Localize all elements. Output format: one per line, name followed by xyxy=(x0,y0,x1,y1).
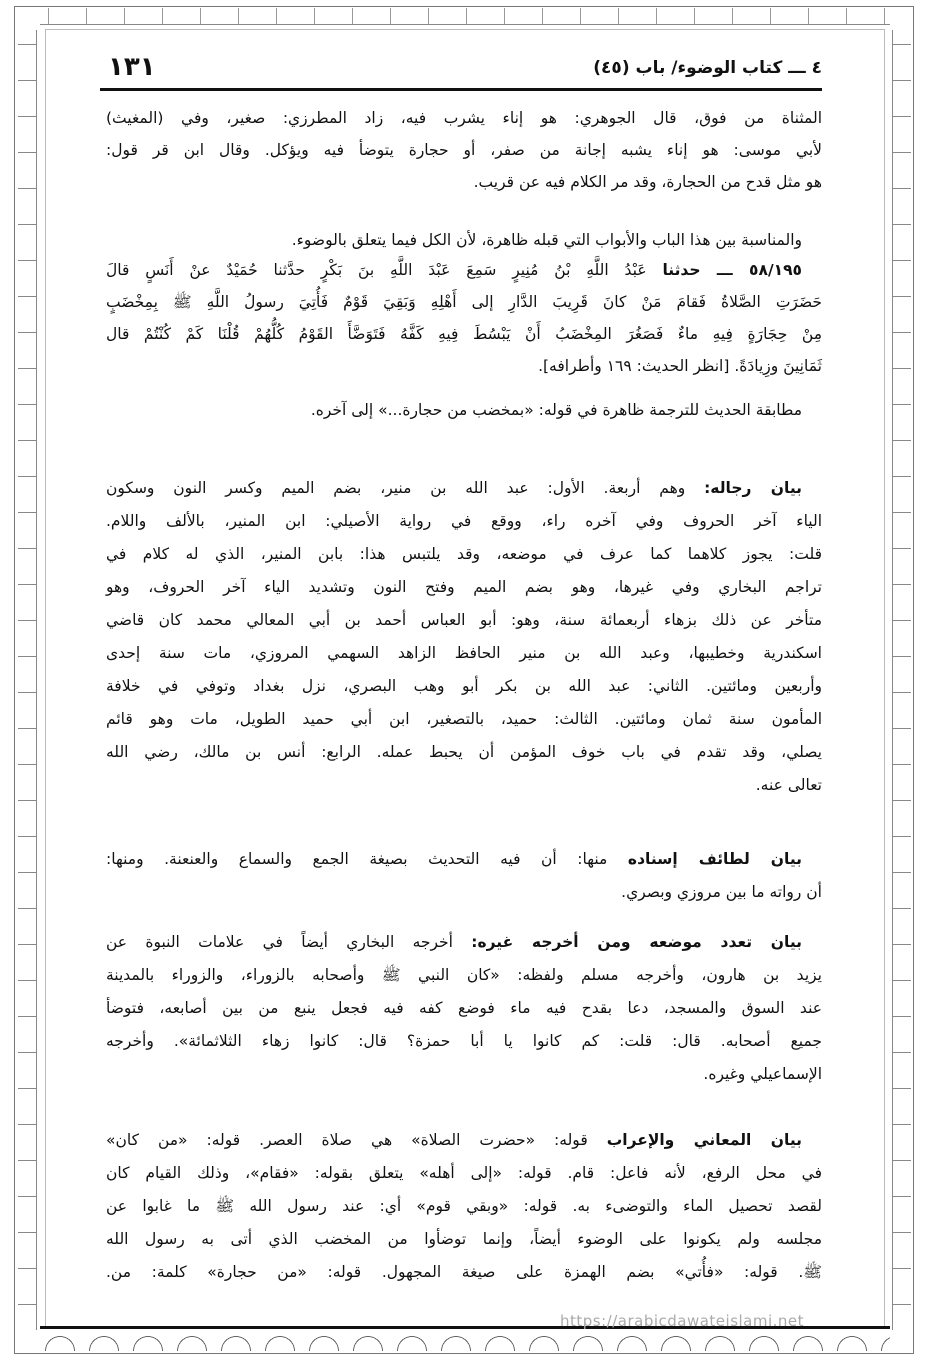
line-text: الياء آخر الحروف وفي آخره راء، ووقع في رواية الأصيلي: ابن المنير، بالألف واللام. xyxy=(106,512,822,530)
line-text: هو مثل قدح من الحجارة، وقد مر الكلام فيه عن قريب. xyxy=(473,173,822,191)
line-text: والمناسبة بين هذا الباب والأبواب التي قبله ظاهرة، لأن الكل فيما يتعلق بالوضوء. xyxy=(291,231,802,249)
text-line xyxy=(106,773,822,797)
text-line xyxy=(106,880,822,904)
text-line xyxy=(106,608,822,632)
text-line xyxy=(106,509,822,533)
text-line xyxy=(106,1227,822,1251)
text-line xyxy=(106,641,822,665)
text-line xyxy=(106,707,822,731)
line-text: تراجم البخاري وفي غيرها، وهو بضم الميم وفتح النون وتشديد الياء آخر الحروف، وهو xyxy=(106,578,822,596)
left-ornament-border xyxy=(18,30,37,1330)
text-line xyxy=(106,106,822,130)
text-line xyxy=(106,930,822,954)
text-line xyxy=(106,354,822,378)
line-text: وهم أربعة. الأول: عبد الله بن منير، بضم الميم وكسر النون وسكون xyxy=(106,479,705,497)
line-text: المأمون سنة ثمان ومائتين. الثالث: حميد، بالتصغير، ابن أبي حميد الطويل، مات وهو قائم xyxy=(106,710,822,728)
text-line xyxy=(106,963,822,987)
text-line xyxy=(106,847,822,871)
text-line xyxy=(106,290,822,314)
page-number: ١٣١ xyxy=(108,52,156,82)
text-line xyxy=(106,1161,822,1185)
line-text: لقصد تحصيل الماء والتوضىء به. قوله: «وبقي قوم» أي: عند رسول الله ﷺ ما غابوا عن xyxy=(106,1197,822,1215)
page-header xyxy=(100,52,822,88)
line-text: تعالى عنه. xyxy=(755,776,822,794)
right-ornament-border xyxy=(892,30,911,1330)
running-head: ٤ ـــ كتاب الوضوء/ باب (٤٥) xyxy=(593,58,822,78)
section-heading: ٥٨/١٩٥ ـــ حدثنا xyxy=(662,261,803,279)
line-text: عند السوق والمسجد، دعا بقدح فيه ماء فوضع كفه فيه فجعل ينبع من بين أصابعه، فتوضأ xyxy=(106,999,822,1017)
text-line xyxy=(106,476,822,500)
text-line xyxy=(106,1029,822,1053)
line-text: ثَمَانِينَ وزِيادَةً. [انظر الحديث: ١٦٩ وأطرافه]. xyxy=(538,357,822,375)
line-text: قوله: «حضرت الصلاة» هي صلاة العصر. قوله: «من كان» xyxy=(106,1131,607,1149)
text-line xyxy=(106,258,822,282)
text-line xyxy=(106,740,822,764)
line-text: الإسماعيلي وغيره. xyxy=(703,1065,822,1083)
line-text: أن رواته ما بين مروزي وبصري. xyxy=(621,883,822,901)
text-line xyxy=(106,170,822,194)
text-line xyxy=(106,398,822,422)
line-text: لأبي موسى: هو إناء يشبه إجانة من صفر، أو حجارة يتوضأ فيه ويؤكل. وقال ابن قر قول: xyxy=(106,141,822,159)
watermark-url: https://arabicdawateislami.net xyxy=(560,1312,805,1330)
text-line xyxy=(106,1128,822,1152)
text-line xyxy=(106,1194,822,1218)
line-text: يصلي، وقد تقدم في باب خوف المؤمن أن يحبط عمله. الرابع: أنس بن مالك، رضي الله xyxy=(106,743,822,761)
line-text: عَبْدُ اللَّهِ بْنُ مُنِيرٍ سَمِعَ عَبْدَ اللَّهِ بنَ بَكْرٍ حدَّثنا حُمَيْدٌ عنْ أَنَسٍ قالَ xyxy=(106,261,663,279)
line-text: حَضَرَتِ الصَّلاةُ فَقامَ مَنْ كانَ قَرِيبَ الدَّارِ إلى أَهْلِهِ وَبَقِيَ قَوْمٌ فَأُتِيَ رسولُ اللَّهِ ﷺ بِمِخْضَبٍ xyxy=(106,293,822,311)
line-text: متأخر عن ذلك بزهاء أربعمائة سنة، وهو: أبو العباس أحمد بن أبي المعالي محمد كان قاضي xyxy=(106,611,822,629)
text-line xyxy=(106,322,822,346)
text-line xyxy=(106,228,822,252)
section-heading: بيان رجاله: xyxy=(704,479,802,497)
line-text: مطابقة الحديث للترجمة ظاهرة في قوله: «بمخضب من حجارة...» إلى آخره. xyxy=(310,401,802,419)
top-ornament-border xyxy=(40,8,890,25)
text-line xyxy=(106,674,822,698)
line-text: جميع أصحابه. قال: قلت: كم كانوا يا أبا حمزة؟ قال: كانوا زهاء الثلاثمائة». وأخرجه xyxy=(106,1032,822,1050)
text-line xyxy=(106,1062,822,1086)
text-line xyxy=(106,1260,822,1284)
line-text: مِنْ حِجَارَةٍ فِيهِ ماءٌ فَصَغُرَ المِخْضَبُ أَنْ يَبْسُطَ فِيهِ كَفَّهُ فَتَوَضَّأَ القَوْمُ كُلُّهُمْ قُلْنَا كَمْ كُنْتُمْ قال xyxy=(106,325,822,343)
line-text: المثناة من فوق، قال الجوهري: هو إناء يشرب فيه، زاد المطرزي: صغير، وفي (المغيث) xyxy=(106,109,822,127)
text-line xyxy=(106,575,822,599)
line-text: اسكندرية وخطيبها، وعبد الله بن منير الحافظ الزاهد السهمي المروزي، مات سنة إحدى xyxy=(106,644,822,662)
line-text: ﷺ. قوله: «فأُتي» بضم الهمزة على صيغة المجهول. قوله: «من حجارة» كلمة: من. xyxy=(106,1263,822,1281)
section-heading: بيان المعاني والإعراب xyxy=(606,1131,802,1149)
line-text: منها: أن فيه التحديث بصيغة الجمع والسماع والعنعنة. ومنها: xyxy=(106,850,628,868)
text-line xyxy=(106,138,822,162)
header-rule xyxy=(100,88,822,91)
section-heading: بيان تعدد موضعه ومن أخرجه غيره: xyxy=(471,933,802,951)
line-text: وأربعين ومائتين. الثاني: عبد الله بن بكر أبو وهب البصري، نزل بغداد وتوفي في خلافة xyxy=(106,677,822,695)
text-line xyxy=(106,996,822,1020)
line-text: مجلسه ولم يكونوا على الوضوء أيضاً، وإنما توضأوا من المخضب الذي أتى به رسول الله xyxy=(106,1230,822,1248)
line-text: أخرجه البخاري أيضاً في علامات النبوة عن xyxy=(106,933,472,951)
text-line xyxy=(106,542,822,566)
line-text: في محل الرفع، لأنه فاعل: قام. قوله: «إلى أهله» يتعلق بقوله: «فقام»، وذلك القيام كان xyxy=(106,1164,822,1182)
line-text: قلت: يجوز كلاهما كما عرف في موضعه، وقد يلتبس هذا: بابن المنير، الذي له كلام في xyxy=(106,545,822,563)
line-text: يزيد بن هارون، وأخرجه مسلم ولفظه: «كان النبي ﷺ وأصحابه بالزوراء، والزوراء بالمدينة xyxy=(106,966,822,984)
section-heading: بيان لطائف إسناده xyxy=(627,850,802,868)
